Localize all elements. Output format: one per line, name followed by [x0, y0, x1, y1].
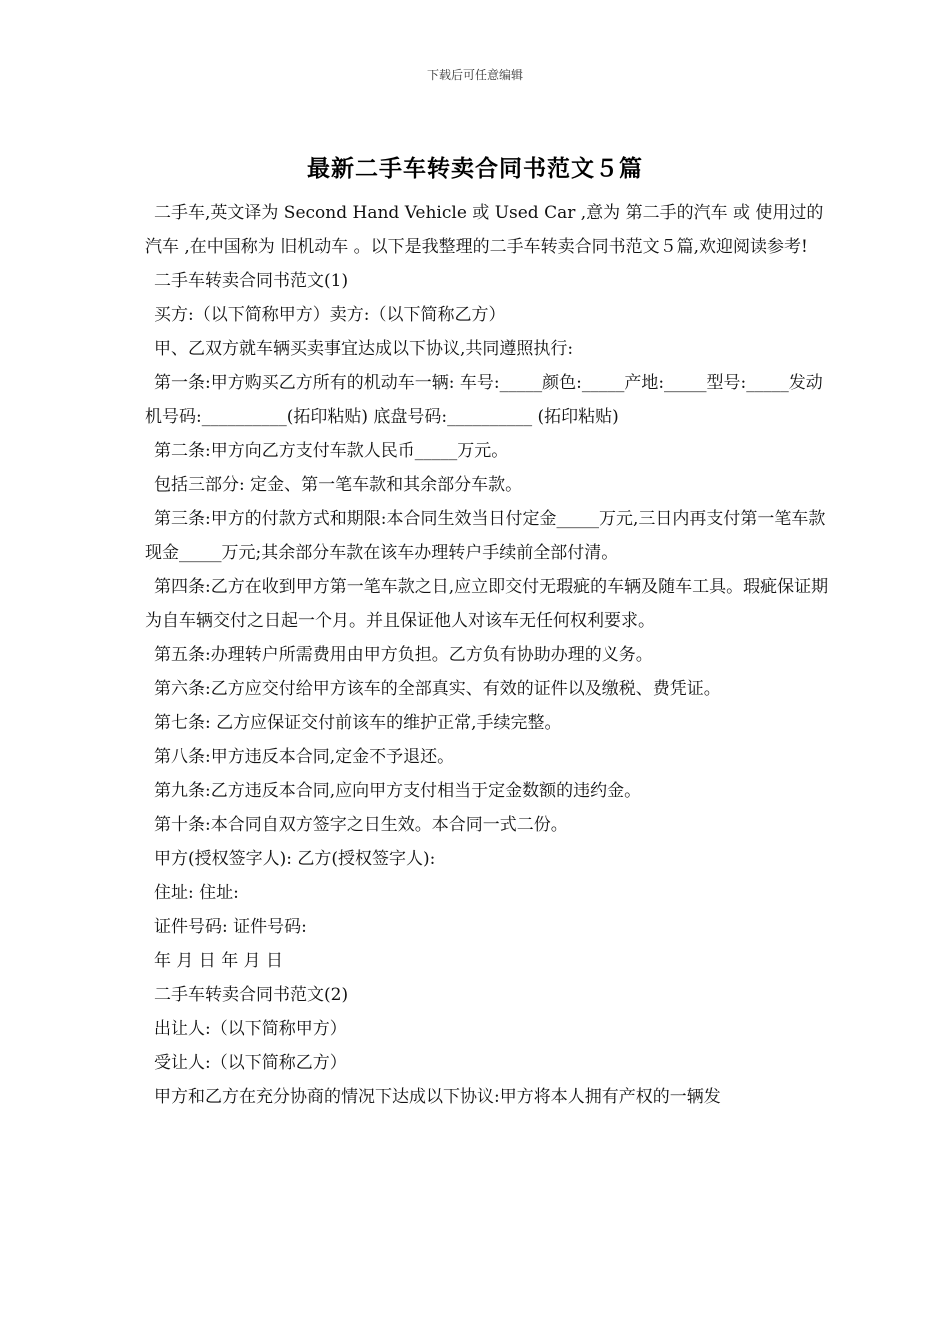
clause-2: 第二条:甲方向乙方支付车款人民币_____万元。: [154, 441, 509, 461]
date-line: 年 月 日 年 月 日: [154, 951, 284, 971]
section-heading-1: 二手车转卖合同书范文(1): [154, 271, 349, 291]
signature-line: 甲方(授权签字人): 乙方(授权签字人):: [154, 849, 436, 869]
document-body: [145, 196, 835, 1114]
section-heading-2: 二手车转卖合同书范文(2): [154, 985, 349, 1005]
clause-7: 第七条: 乙方应保证交付前该车的维护正常,手续完整。: [154, 713, 562, 733]
agreement-intro: 甲、乙双方就车辆买卖事宜达成以下协议,共同遵照执行:: [154, 339, 574, 359]
document-title: 最新二手车转卖合同书范文５篇: [307, 156, 643, 182]
clause-2-detail: 包括三部分: 定金、第一笔车款和其余部分车款。: [154, 475, 523, 495]
clause-10: 第十条:本合同自双方签字之日生效。本合同一式二份。: [154, 815, 568, 835]
parties-line: 买方:（以下简称甲方）卖方:（以下简称乙方）: [154, 305, 506, 325]
agreement-2-intro: 甲方和乙方在充分协商的情况下达成以下协议:甲方将本人拥有产权的一辆发: [154, 1087, 721, 1107]
id-number-line: 证件号码: 证件号码:: [154, 917, 307, 937]
clause-8: 第八条:甲方违反本合同,定金不予退还。: [154, 747, 455, 767]
clause-3: 第三条:甲方的付款方式和期限:本合同生效当日付定金_____万元,三日内再支付第一笔车款现金_____万元;其余部分车款在该车办理转户手续前全部付清。: [145, 509, 826, 563]
header-note: 下载后可任意编辑: [426, 68, 523, 82]
clause-5: 第五条:办理转户所需费用由甲方负担。乙方负有协助办理的义务。: [154, 645, 653, 665]
address-line: 住址: 住址:: [154, 883, 239, 903]
intro-paragraph: 二手车,英文译为 Second Hand Vehicle 或 Used Car ,意为 第二手的汽车 或 使用过的汽车 ,在中国称为 旧机动车 。以下是我整理的二手车转卖合同书范文５篇,欢迎阅读参考!: [145, 203, 824, 257]
clause-9: 第九条:乙方违反本合同,应向甲方支付相当于定金数额的违约金。: [154, 781, 642, 801]
transferee-line: 受让人:（以下简称乙方）: [154, 1053, 347, 1073]
clause-1: 第一条:甲方购买乙方所有的机动车一辆: 车号:_____颜色:_____产地:_____型号:_____发动机号码:__________(拓印粘贴) 底盘号码:__________ (拓印粘贴): [145, 373, 823, 427]
clause-6: 第六条:乙方应交付给甲方该车的全部真实、有效的证件以及缴税、费凭证。: [154, 679, 721, 699]
transferor-line: 出让人:（以下简称甲方）: [154, 1019, 347, 1039]
clause-4: 第四条:乙方在收到甲方第一笔车款之日,应立即交付无瑕疵的车辆及随车工具。瑕疵保证期为自车辆交付之日起一个月。并且保证他人对该车无任何权利要求。: [145, 577, 829, 631]
